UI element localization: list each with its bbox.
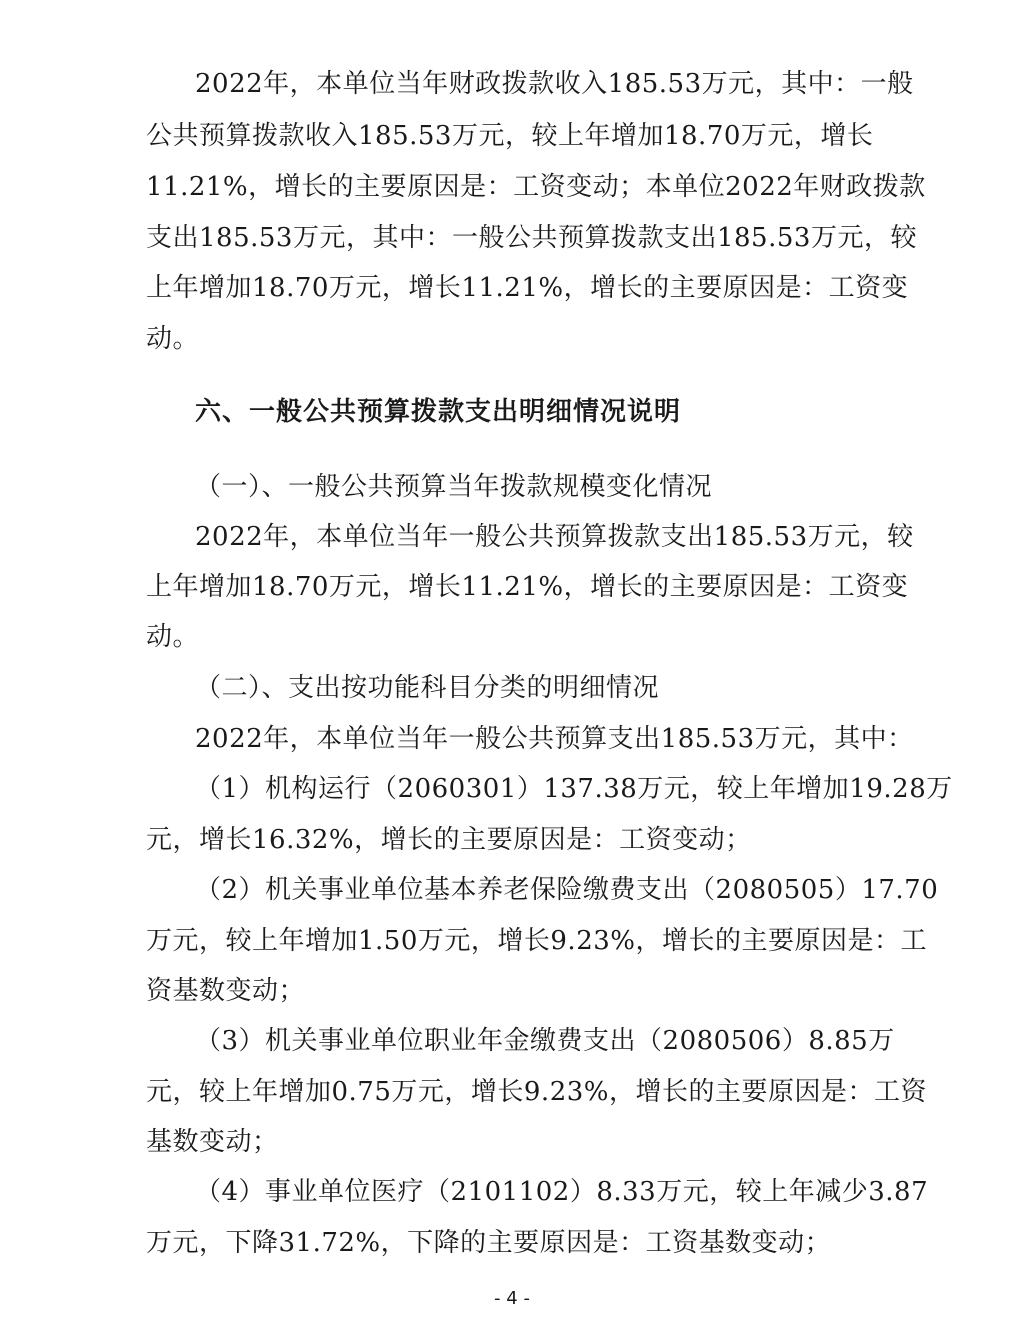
list-item-line: （4）事业单位医疗（2101102）8.33万元，较上年减少3.87 xyxy=(195,1177,929,1207)
list-item-line: 基数变动； xyxy=(146,1127,279,1157)
list-item-line: （3）机关事业单位职业年金缴费支出（2080506）8.85万 xyxy=(195,1026,895,1056)
paragraph-1-line: 上年增加18.70万元，增长11.21%，增长的主要原因是：工资变 xyxy=(146,273,909,303)
list-item-line: 元，增长16.32%，增长的主要原因是：工资变动； xyxy=(146,825,752,855)
paragraph-1-line: 动。 xyxy=(146,324,200,354)
section-heading: 六、一般公共预算拨款支出明细情况说明 xyxy=(195,397,682,427)
paragraph-1-line: 2022年，本单位当年财政拨款收入185.53万元，其中：一般 xyxy=(195,69,914,99)
list-item-line: 元，较上年增加0.75万元，增长9.23%，增长的主要原因是：工资 xyxy=(146,1077,927,1107)
list-item-line: 万元，下降31.72%，下降的主要原因是：工资基数变动； xyxy=(146,1228,832,1258)
subsection-2-intro: 2022年，本单位当年一般公共预算支出185.53万元，其中： xyxy=(195,724,914,754)
list-item-line: （1）机构运行（2060301）137.38万元，较上年增加19.28万 xyxy=(195,774,953,804)
subsection-1-line: 2022年，本单位当年一般公共预算拨款支出185.53万元，较 xyxy=(195,522,914,552)
list-item-line: 资基数变动； xyxy=(146,976,306,1006)
page-number: - 4 - xyxy=(494,1288,530,1309)
paragraph-1-line: 11.21%，增长的主要原因是：工资变动；本单位2022年财政拨款 xyxy=(146,172,926,202)
list-item-line: 万元，较上年增加1.50万元，增长9.23%，增长的主要原因是：工 xyxy=(146,926,927,956)
subsection-1-line: 上年增加18.70万元，增长11.21%，增长的主要原因是：工资变 xyxy=(146,572,909,602)
list-item-line: （2）机关事业单位基本养老保险缴费支出（2080505）17.70 xyxy=(195,875,939,905)
subsection-1-line: 动。 xyxy=(146,622,200,652)
paragraph-1-line: 支出185.53万元，其中：一般公共预算拨款支出185.53万元，较 xyxy=(146,223,917,253)
subsection-heading: （一）、一般公共预算当年拨款规模变化情况 xyxy=(195,472,713,502)
paragraph-1-line: 公共预算拨款收入185.53万元，较上年增加18.70万元，增长 xyxy=(146,121,874,151)
subsection-heading: （二）、支出按功能科目分类的明细情况 xyxy=(195,673,660,703)
